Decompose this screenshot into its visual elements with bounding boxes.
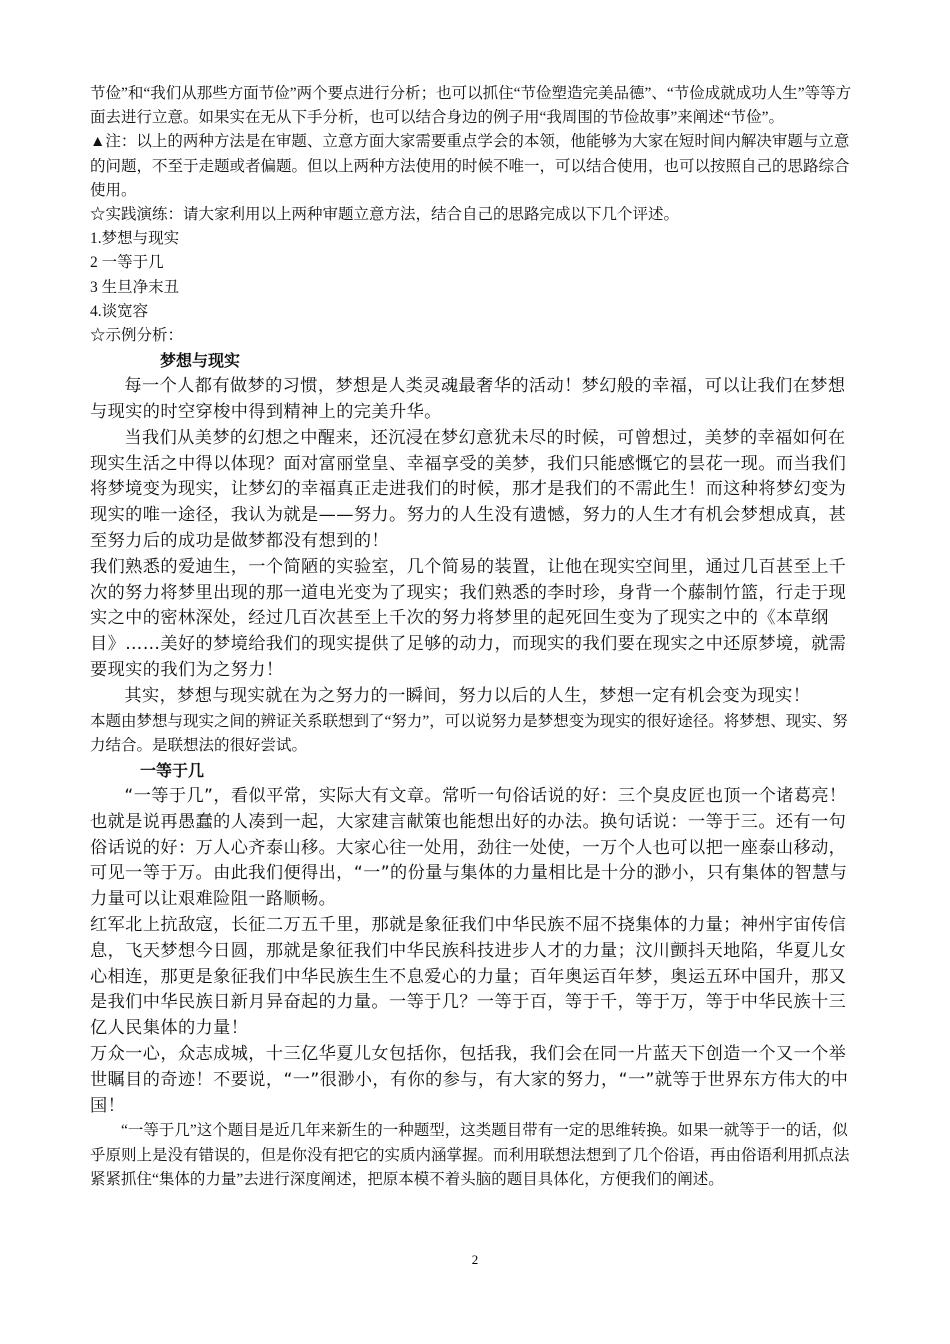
essay-paragraph: 万众一心，众志成城，十三亿华夏儿女包括你，包括我，我们会在同一片蓝天下创造一个又一个举世瞩目的奇迹！不要说，“一”很渺小，有你的参与，有大家的努力，“一”就等于世界东方伟大的中国！ <box>90 1043 849 1116</box>
essay-paragraph: “一等于几”，看似平常，实际大有文章。常听一句俗话说的好：三个臭皮匠也顶一个诸葛亮！也就是说再愚蠢的人凑到一起，大家建言献策也能想出好的办法。换句话说：一等于三。还有一句俗话说的好：万人心齐泰山移。大家心往一处用，劲往一处使，一万个人也可以把一座泰山移动，可见一等于万。由此我们便得出，“一”的份量与集体的力量相比是十分的渺小，只有集体的智慧与力量可以让艰难险阻一路顺畅。 <box>90 786 848 910</box>
topic-item: 4.谈宽容 <box>90 302 149 320</box>
practice-paragraph: ☆实践演练：请大家利用以上两种审题立意方法，结合自己的思路完成以下几个评述。 <box>90 206 680 224</box>
intro-paragraph: 节俭”和“我们从那些方面节俭”两个要点进行分析；也可以抓住“节俭塑造完美品德”、“节俭成就成功人生”等等方面去进行立意。如果实在无从下手分析，也可以结合身边的例子用“我周围的节俭故事”来阐述“节俭”。 <box>90 85 852 127</box>
essay-paragraph: 红军北上抗敌寇，长征二万五千里，那就是象征我们中华民族不屈不挠集体的力量；神州宇宙传信息，飞天梦想今日圆，那就是象征我们中华民族科技进步人才的力量；汶川颤抖天地陷，华夏儿女心相连，那更是象征我们中华民族生生不息爱心的力量；百年奥运百年梦，奥运五环中国升，那又是我们中华民族日新月异奋起的力量。一等于几？一等于百，等于千，等于万，等于中华民族十三亿人民集体的力量！ <box>90 914 847 1039</box>
essay-comment: 本题由梦想与现实之间的辨证关系联想到了“努力”，可以说努力是梦想变为现实的很好途径。将梦想、现实、努力结合。是联想法的很好尝试。 <box>90 712 848 754</box>
topic-item: 2 一等于几 <box>90 254 164 272</box>
essay-title: 一等于几 <box>140 761 205 780</box>
topic-item: 3 生旦净末丑 <box>90 278 180 296</box>
example-label: ☆示例分析： <box>90 327 184 345</box>
essay-comment: “一等于几”这个题目是近几年来新生的一种题型，这类题目带有一定的思维转换。如果一就等于一的话，似乎原则上是没有错误的，但是你没有把它的实质内涵掌握。而利用联想法想到了几个俗语，再由俗语利用抓点法紧紧抓住“集体的力量”去进行深度阐述，把原本模不着头脑的题目具体化，方便我们的阐述。 <box>90 1122 850 1188</box>
topic-item: 1.梦想与现实 <box>90 230 180 248</box>
essay-paragraph: 当我们从美梦的幻想之中醒来，还沉浸在梦幻意犹未尽的时候，可曾想过，美梦的幸福如何在现实生活之中得以体现？面对富丽堂皇、幸福享受的美梦，我们只能感慨它的昙花一现。而当我们将梦境变为现实，让梦幻的幸福真正走进我们的时候，那才是我们的不需此生！而这种将梦幻变为现实的唯一途径，我认为就是——努力。努力的人生没有遗憾，努力的人生才有机会梦想成真，甚至努力后的成功是做梦都没有想到的！ <box>90 427 847 552</box>
essay-title: 梦想与现实 <box>160 351 241 371</box>
document-page <box>90 82 862 1192</box>
note-paragraph: ▲注：以上的两种方法是在审题、立意方面大家需要重点学会的本领，他能够为大家在短时间内解决审题与立意的问题，不至于走题或者偏题。但以上两种方法使用的时候不唯一，可以结合使用，也可以按照自己的思路综合使用。 <box>90 133 850 199</box>
essay-paragraph: 每一个人都有做梦的习惯，梦想是人类灵魂最奢华的活动！梦幻般的幸福，可以让我们在梦想与现实的时空穿梭中得到精神上的完美升华。 <box>90 376 846 423</box>
page-number: 2 <box>471 1252 479 1267</box>
essay-paragraph: 其实，梦想与现实就在为之努力的一瞬间，努力以后的人生，梦想一定有机会变为现实！ <box>124 685 811 706</box>
essay-paragraph: 我们熟悉的爱迪生，一个简陋的实验室，几个简易的装置，让他在现实空间里，通过几百甚至上千次的努力将梦里出现的那一道电光变为了现实；我们熟悉的李时珍，身背一个藤制竹篮，行走于现实之中的密林深处，经过几百次甚至上千次的努力将梦里的起死回生变为了现实之中的《本草纲目》……美好的梦境给我们的现实提供了足够的动力，而现实的我们要在现实之中还原梦境，就需要现实的我们为之努力！ <box>90 556 847 680</box>
